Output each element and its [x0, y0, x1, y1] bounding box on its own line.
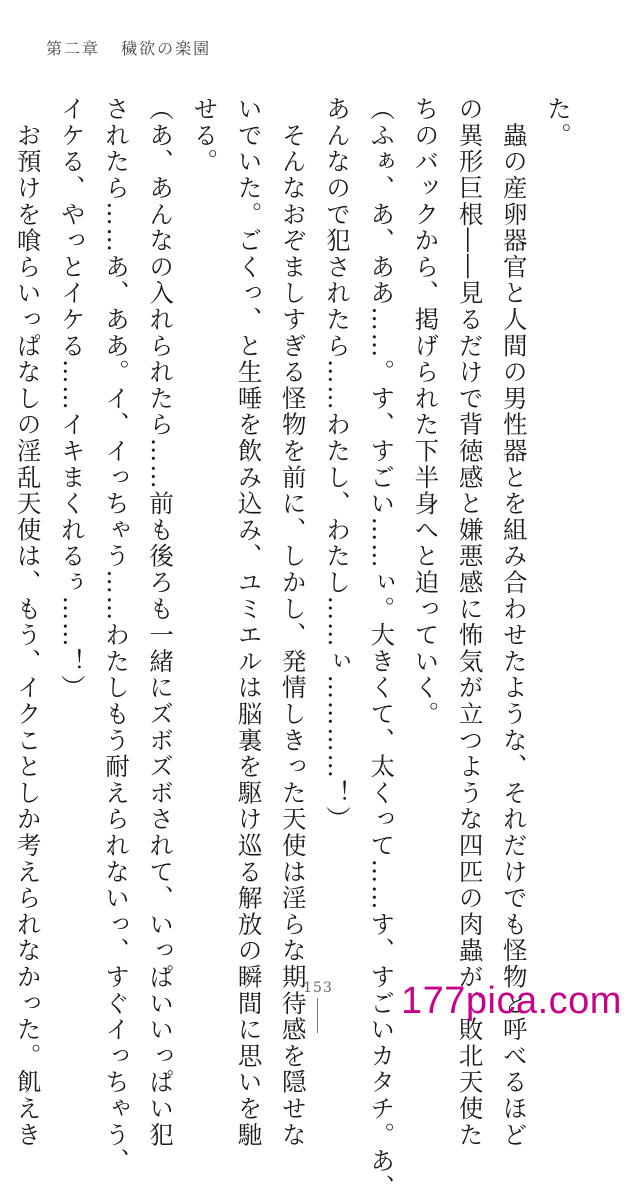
- text-line: いでいた。ごくっ、と生唾を飲み込み、ユミエルは脳裏を駆け巡る解放の瞬間に思いを馳: [234, 96, 264, 1148]
- footer-rule: [317, 998, 318, 1033]
- page-number: 153: [303, 980, 333, 996]
- text-line: 蟲の産卵器官と人間の男性器とを組み合わせたような、それだけでも怪物と呼べるほど: [499, 96, 529, 1148]
- chapter-label: 第二章: [46, 39, 101, 58]
- text-line: （ふぁ、あ、ああ……。す、すごい……ぃ。大きくて、太くって……す、すごいカタチ。あ、: [367, 96, 397, 1201]
- text-line: されたら……あ、ああ。イ、イっちゃう……わたしもう耐えられないっ、すぐイっちゃう、: [101, 96, 131, 1175]
- chapter-title: 穢欲の楽園: [121, 39, 212, 58]
- text-line: イケる、やっとイケる……イキまくれるぅ……！）: [57, 96, 87, 701]
- text-line: せる。: [190, 96, 220, 175]
- text-line: お預けを喰らいっぱなしの淫乱天使は、もう、イクことしか考えられなかった。飢えき: [13, 96, 43, 1148]
- text-line: の異形巨根――見るだけで背徳感と嫌悪感に怖気が立つような四匹の肉蟲が、敗北天使た: [455, 96, 485, 1148]
- text-line: （あ、あんなの入れられたら……前も後ろも一緒にズボズボされて、いっぱいいっぱい犯: [146, 96, 176, 1148]
- running-header: [46, 36, 211, 59]
- text-line: [0, 96, 5, 946]
- watermark-logo: 177pica.com: [401, 980, 622, 1022]
- text-line: そんなおぞましすぎる怪物を前に、しかし、発情しきった天使は淫らな期待感を隠せな: [278, 96, 308, 1148]
- text-line: あんなので犯されたら……わたし、わたし……ぃ…………！）: [322, 96, 352, 833]
- text-line: ちのバックから、掲げられた下半身へと迫っていく。: [411, 96, 441, 728]
- text-line: た。: [544, 96, 573, 149]
